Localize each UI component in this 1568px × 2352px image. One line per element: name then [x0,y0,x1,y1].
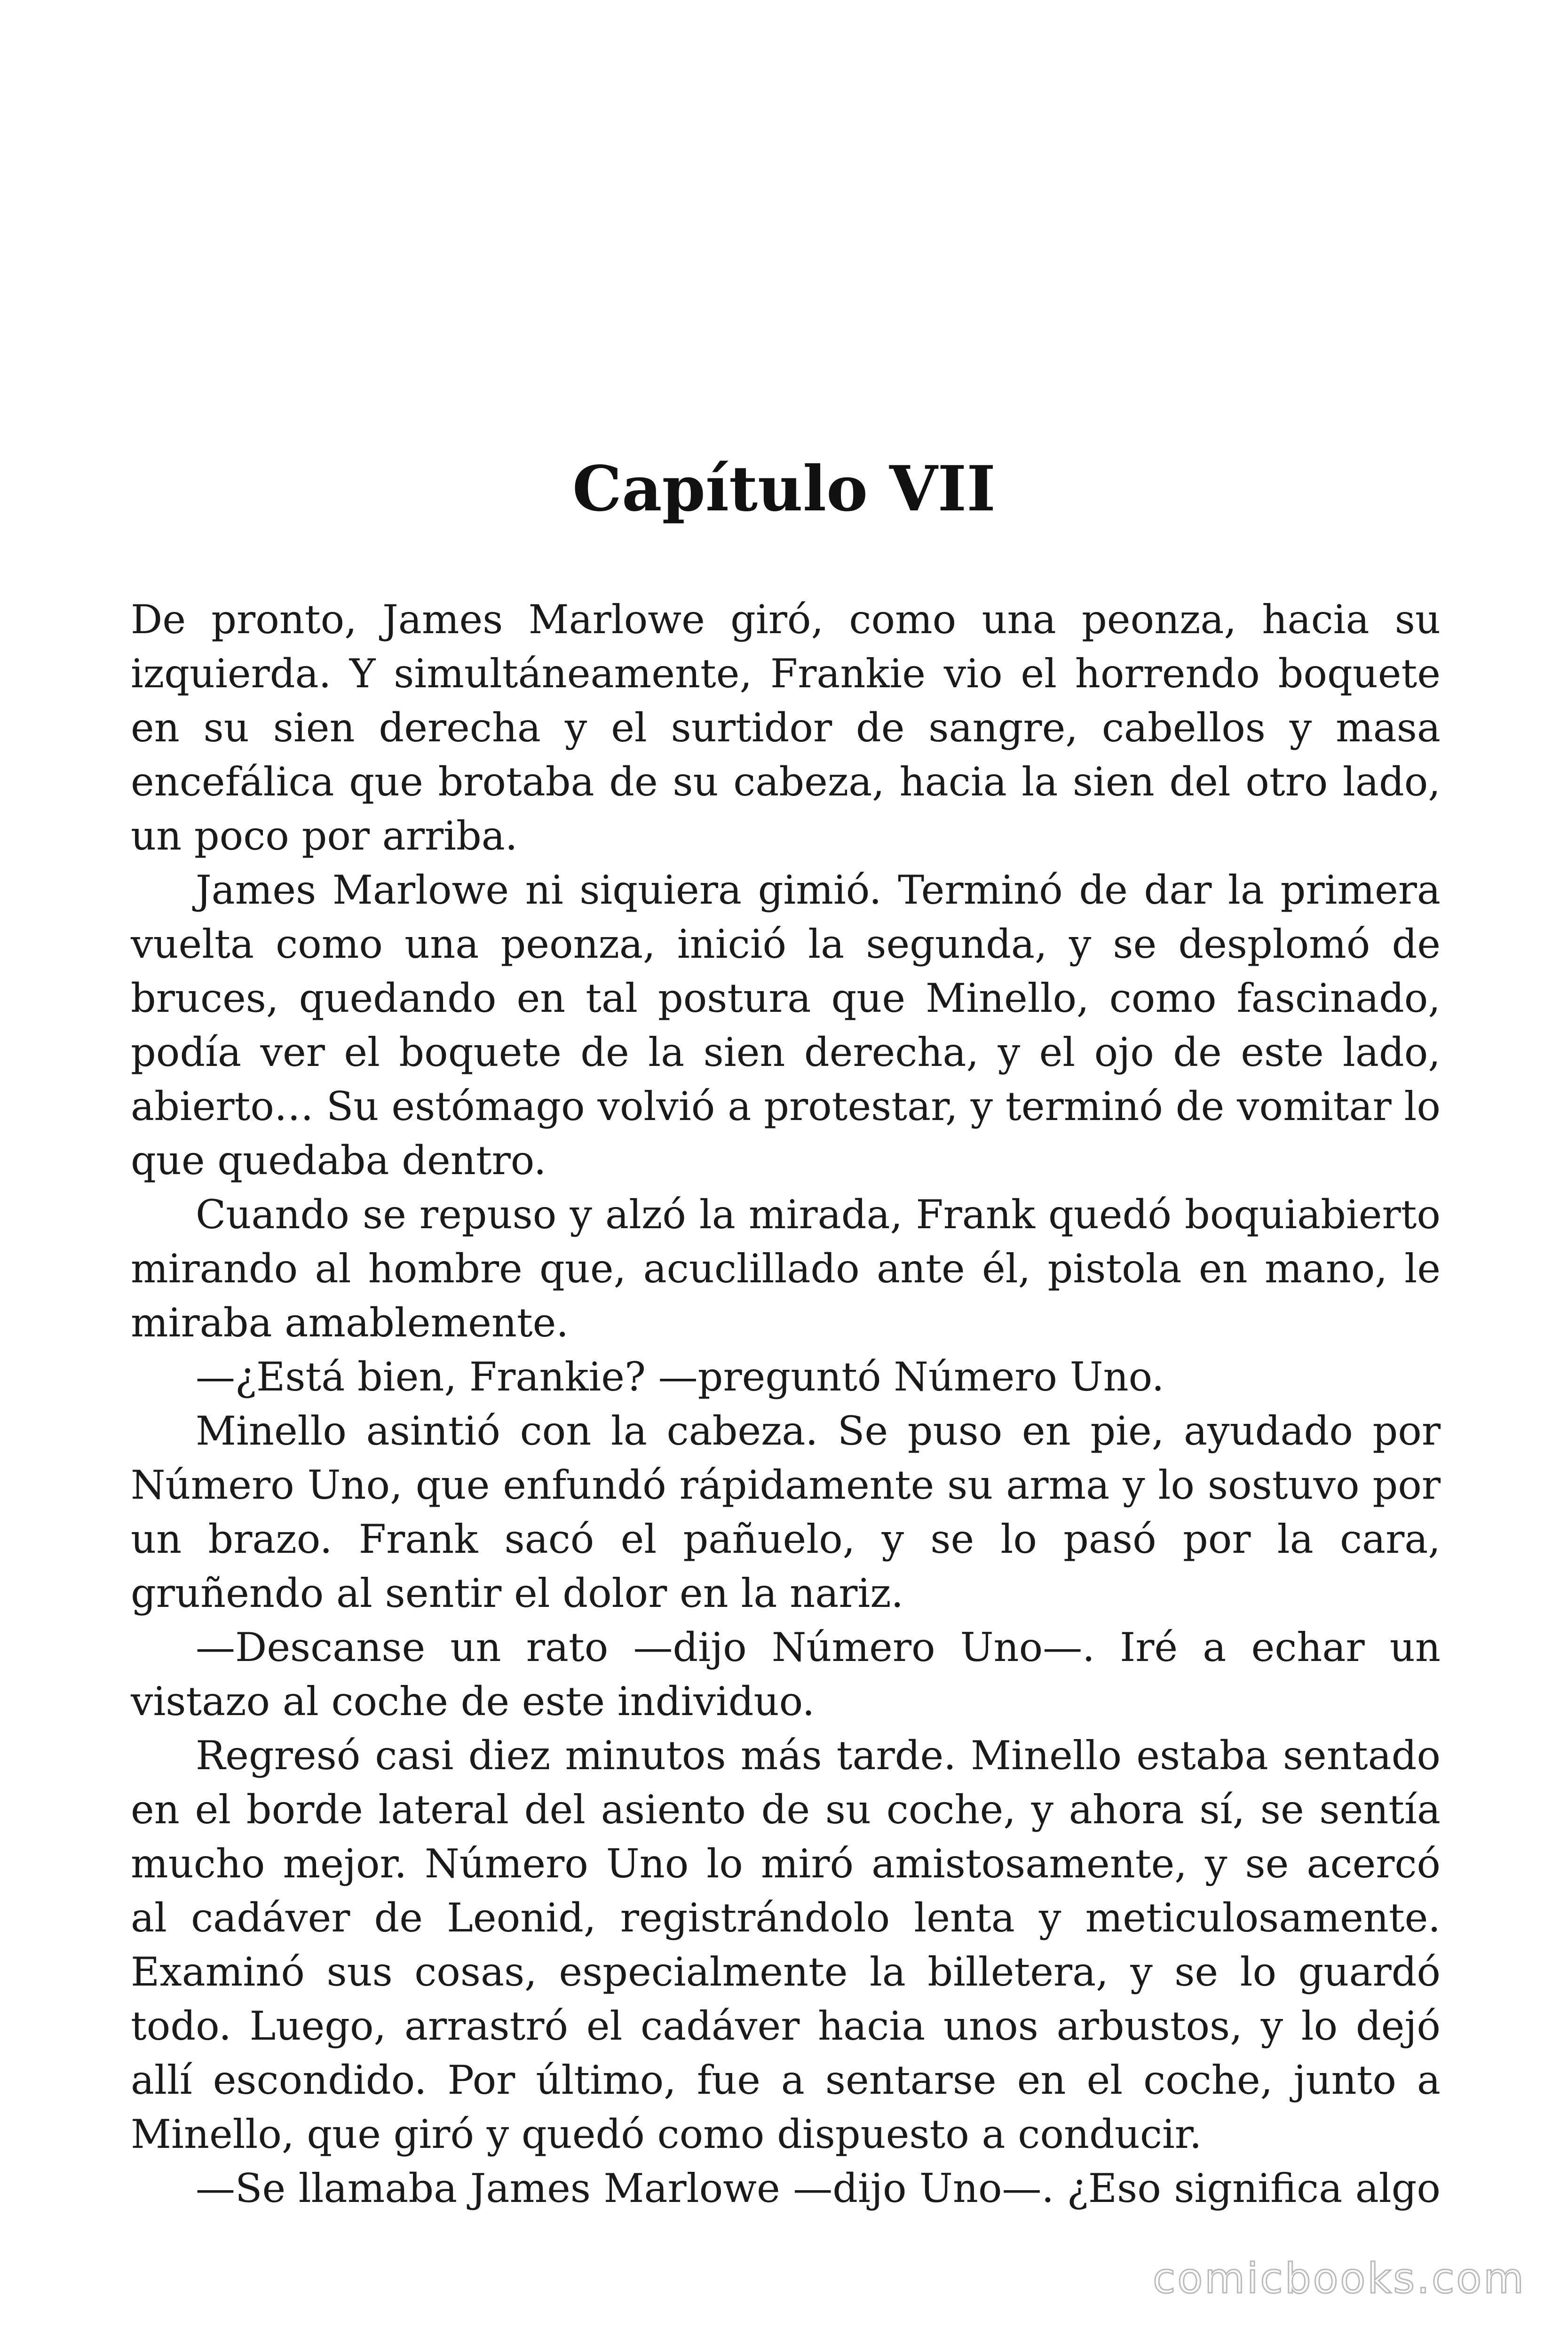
paragraph: Regresó casi diez minutos más tarde. Minello estaba sentado en el borde lateral del asiento de su coche, y ahora sí, se sentía mucho mejor. Número Uno lo miró amistosamente, y se acercó al cadáver de Leonid, registrándolo lenta y meticulosamente. Examinó sus cosas, especialmente la billetera, y se lo guardó todo. Luego, arrastró el cadáver hacia unos arbustos, y lo dejó allí escondido. Por último, fue a sentarse en el coche, junto a Minello, que giró y quedó como dispuesto a conducir. [131,1732,1441,2157]
paragraph: James Marlowe ni siquiera gimió. Terminó de dar la primera vuelta como una peonza, inició la segunda, y se desplomó de bruces, quedando en tal postura que Minello, como fascinado, podía ver el boquete de la sien derecha, y el ojo de este lado, abierto… Su estómago volvió a protestar, y terminó de vomitar lo que quedaba dentro. [131,867,1441,1184]
watermark: comicbooks.com [1152,2254,1526,2303]
paragraph: —Se llamaba James Marlowe —dijo Uno—. ¿Eso significa algo [196,2165,1441,2211]
body-text [131,593,1441,2216]
paragraph: Cuando se repuso y alzó la mirada, Frank quedó boquiabierto mirando al hombre que, acuclillado ante él, pistola en mano, le miraba amablemente. [131,1192,1441,1346]
paragraph: De pronto, James Marlowe giró, como una peonza, hacia su izquierda. Y simultáneamente, Frankie vio el horrendo boquete en su sien derecha y el surtidor de sangre, cabellos y masa encefálica que brotaba de su cabeza, hacia la sien del otro lado, un poco por arriba. [131,596,1441,859]
chapter-title: Capítulo VII [572,453,996,525]
paragraph: —Descanse un rato —dijo Número Uno—. Iré a echar un vistazo al coche de este individuo. [131,1624,1441,1724]
paragraph: Minello asintió con la cabeza. Se puso en pie, ayudado por Número Uno, que enfundó rápidamente su arma y lo sostuvo por un brazo. Frank sacó el pañuelo, y se lo pasó por la cara, gruñendo al sentir el dolor en la nariz. [131,1408,1441,1616]
paragraph: —¿Está bien, Frankie? —preguntó Número Uno. [196,1354,1164,1400]
